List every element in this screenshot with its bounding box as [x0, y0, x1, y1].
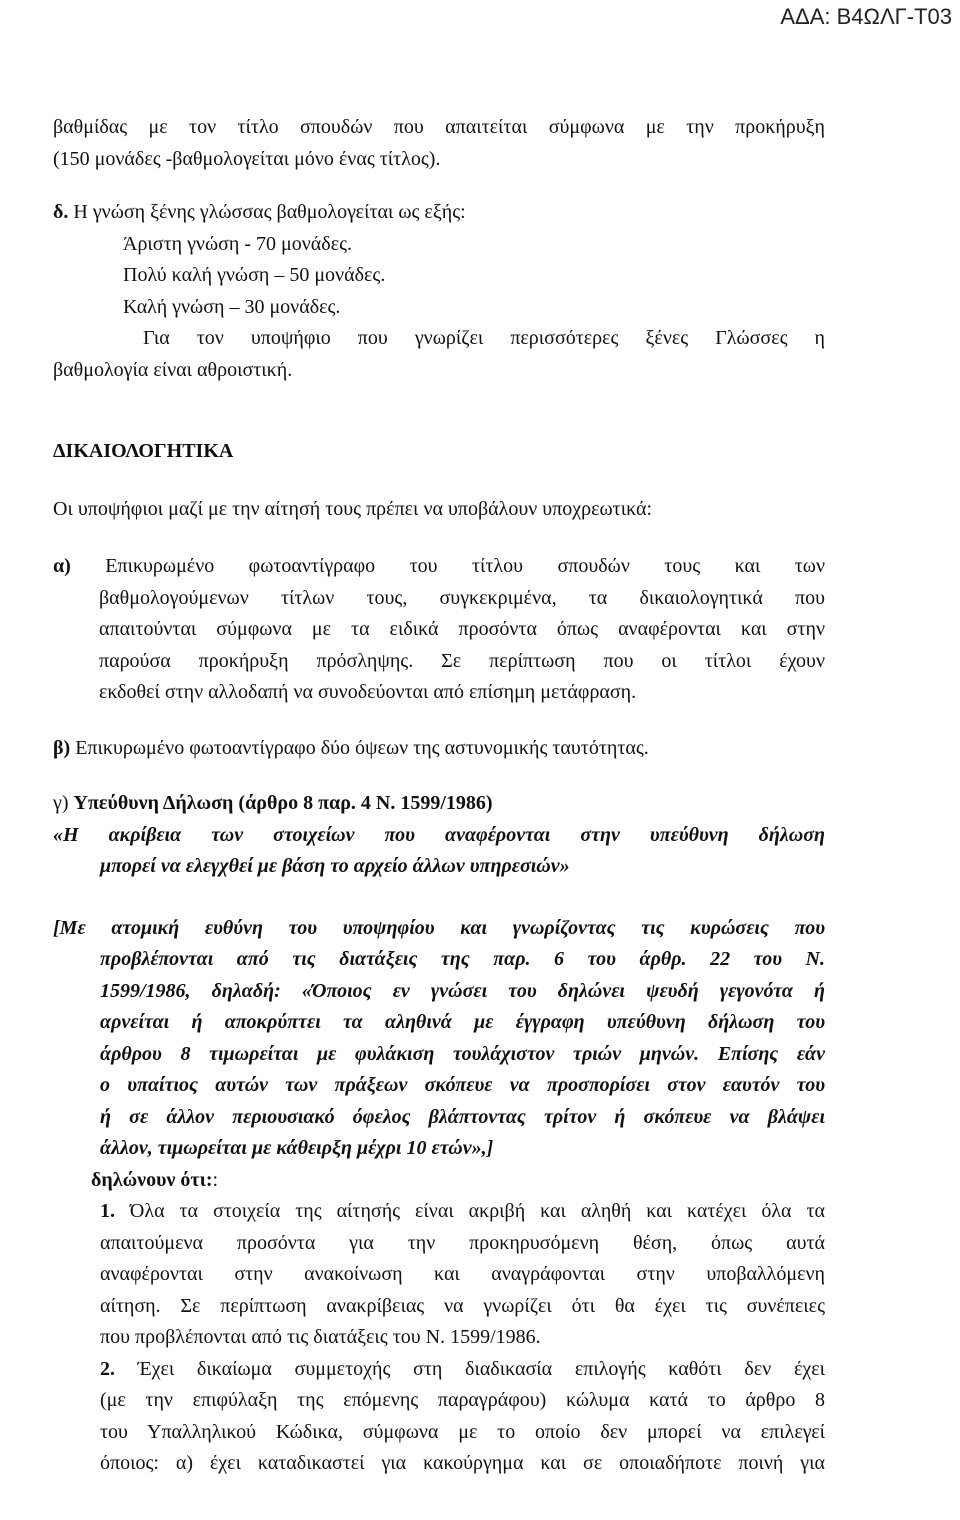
point-1-line: αναφέρονται στην ανακοίνωση και αναγράφονται στην υποβαλλόμενη	[100, 1263, 825, 1285]
point-1-line: απαιτούμενα προσόντα για την προκηρυσόμενη θέση, όπως αυτά	[100, 1231, 825, 1254]
item-c-title: γ) Υπεύθυνη Δήλωση (άρθρο 8 παρ. 4 Ν. 1599/1986)	[53, 792, 493, 814]
point-1-marker: 1.	[100, 1200, 115, 1222]
language-note: Για τον υποψήφιο που γνωρίζει περισσότερες ξένες Γλώσσες η	[143, 327, 825, 349]
document-body	[53, 112, 825, 1480]
item-a-line: α) Επικυρωμένο φωτοαντίγραφο του τίτλου σπουδών τους και των	[53, 555, 825, 577]
language-heading	[53, 197, 825, 229]
docs-lead: Οι υποψήφιοι μαζί με την αίτησή τους πρέπει να υποβάλουν υποχρεωτικά:	[53, 497, 653, 520]
language-note: βαθμολογία είναι αθροιστική.	[53, 358, 293, 381]
point-2-line: (με την επιφύλαξη της επόμενης παραγράφου) κώλυμα κατά το άρθρο 8	[100, 1389, 825, 1411]
item-a-line: απαιτούνται σύμφωνα με τα ειδικά προσόντα όπως αναφέρονται και στην	[99, 618, 825, 640]
item-b-line: β) Επικυρωμένο φωτοαντίγραφο δύο όψεων της αστυνομικής ταυτότητας.	[53, 736, 649, 759]
penalty-line: ο υπαίτιος αυτών των πράξεων σκόπευε να προσπορίσει στον εαυτόν του	[100, 1074, 825, 1096]
declaration-intro: δηλώνουν ότι::	[91, 1168, 219, 1191]
intro-line: βαθμίδας με τον τίτλο σπουδών που απαιτείται σύμφωνα με την προκήρυξη	[53, 116, 825, 138]
penalty-line: άρθρου 8 τιμωρείται με φυλάκιση τουλάχιστον τριών μηνών. Επίσης εάν	[100, 1042, 825, 1065]
section-heading: ΔΙΚΑΙΟΛΟΓΗΤΙΚΑ	[53, 440, 234, 462]
language-item: Άριστη γνώση - 70 μονάδες.	[123, 232, 353, 255]
quote-line: μπορεί να ελεγχθεί με βάση το αρχείο άλλων υπηρεσιών»	[100, 855, 570, 877]
point-2-marker: 2.	[100, 1357, 115, 1380]
item-a-line: βαθμολογούμενων τίτλων τους, συγκεκριμένα, τα δικαιολογητικά που	[99, 586, 825, 609]
item-b-marker: β)	[53, 736, 71, 759]
penalty-line: [Με ατομική ευθύνη του υποψηφίου και γνωρίζοντας τις κυρώσεις που	[53, 916, 825, 939]
penalty-line: 1599/1986, δηλαδή: «Όποιος εν γνώσει του δηλώνει ψευδή γεγονότα ή	[100, 979, 825, 1002]
language-item: Πολύ καλή γνώση – 50 μονάδες.	[123, 264, 386, 286]
penalty-line: αρνείται ή αποκρύπτει τα αληθινά με έγγραφη υπεύθυνη δήλωση του	[100, 1011, 825, 1033]
language-item: Καλή γνώση – 30 μονάδες.	[123, 295, 341, 318]
penalty-line: ή σε άλλον περιουσιακό όφελος βλάπτοντας τρίτον ή σκόπευε να βλάψει	[100, 1105, 825, 1128]
point-2-line: 2. Έχει δικαίωμα συμμετοχής στη διαδικασία επιλογής καθότι δεν έχει	[100, 1357, 825, 1380]
point-1-line: 1. Όλα τα στοιχεία της αίτησής είναι ακριβή και αληθή και κατέχει όλα τα	[100, 1200, 825, 1222]
intro-line: (150 μονάδες -βαθμολογείται μόνο ένας τίτλος).	[53, 147, 441, 170]
penalty-line: άλλον, τιμωρείται με κάθειρξη μέχρι 10 ετών»,]	[100, 1137, 494, 1159]
point-1-line: που προβλέπονται από τις διατάξεις του Ν. 1599/1986.	[100, 1326, 541, 1348]
point-1-line: αίτηση. Σε περίπτωση ανακρίβειας να γνωρίζει ότι θα έχει τις συνέπειες	[100, 1294, 825, 1317]
item-a-line: εκδοθεί στην αλλοδαπή να συνοδεύονται από επίσημη μετάφραση.	[99, 681, 637, 703]
item-a-marker: α)	[53, 555, 71, 577]
point-2-line: όποιος: α) έχει καταδικαστεί για κακούργημα και σε οποιαδήποτε ποινή για	[100, 1452, 825, 1474]
quote-line: «Η ακρίβεια των στοιχείων που αναφέρονται στην υπεύθυνη δήλωση	[53, 823, 825, 846]
point-2-line: του Υπαλληλικού Κώδικα, σύμφωνα με το οποίο δεν μπορεί να επιλεγεί	[100, 1420, 825, 1443]
penalty-line: προβλέπονται από τις διατάξεις της παρ. 6 του άρθρ. 22 του Ν.	[100, 948, 825, 970]
item-a-line: παρούσα προκήρυξη πρόσληψης. Σε περίπτωση που οι τίτλοι έχουν	[99, 649, 825, 672]
section-marker: δ.	[53, 201, 69, 223]
ada-code: ΑΔΑ: Β4ΩΛΓ-Τ03	[780, 4, 952, 29]
language-title: Η γνώση ξένης γλώσσας βαθμολογείται ως εξής:	[68, 201, 466, 223]
